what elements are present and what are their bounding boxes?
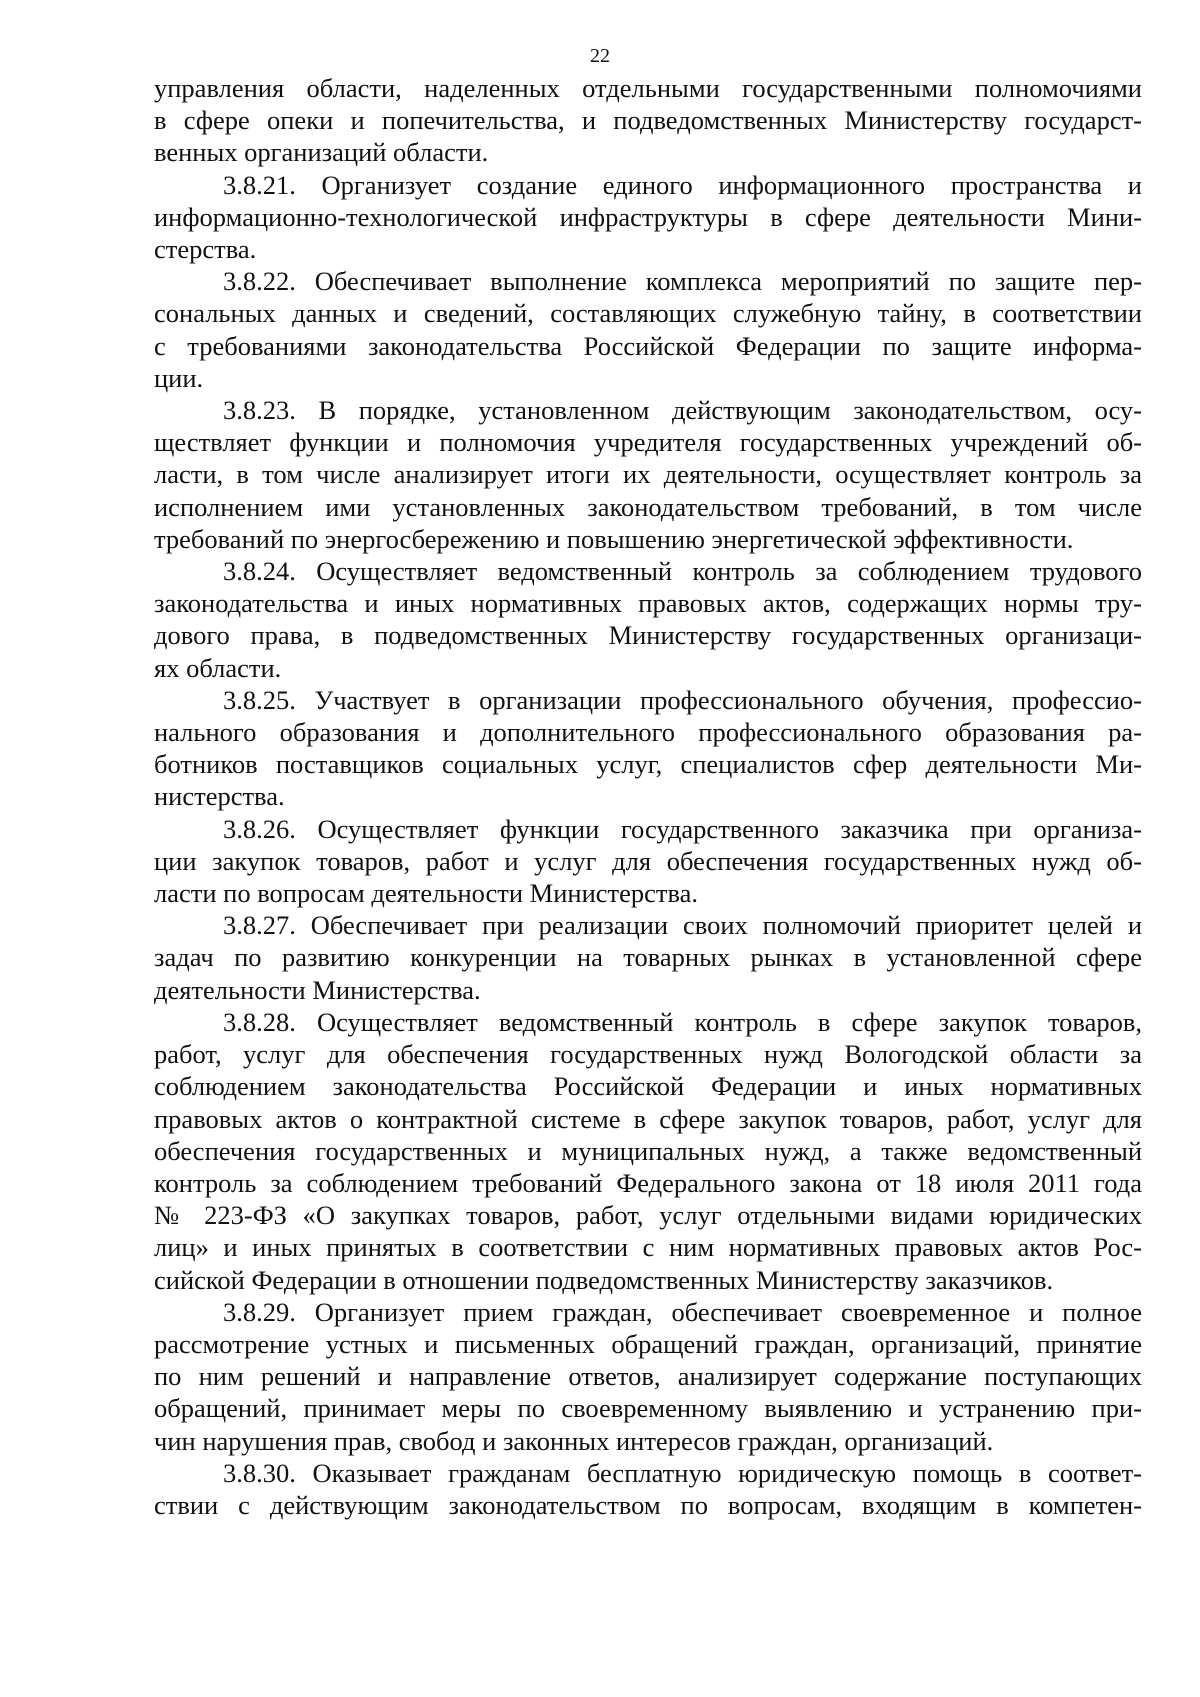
paragraph-3-8-23: [154, 394, 1142, 555]
paragraph-3-8-29: [154, 1296, 1142, 1457]
text-line: 3.8.21. Организует создание единого информационного пространства и: [223, 169, 1142, 200]
text-line: 3.8.25. Участвует в организации профессионального обучения, профессио-: [223, 684, 1142, 715]
document-body: [154, 72, 1142, 1521]
text-line: 3.8.23. В порядке, установленном действующим законодательством, осу-: [223, 395, 1142, 426]
text-line: лиц» и иных принятых в соответствии с ним нормативных правовых актов Рос-: [154, 1232, 1142, 1263]
paragraph-3-8-30: [154, 1457, 1142, 1521]
text-line: исполнением ими установленных законодательством требований, в том числе: [154, 491, 1142, 522]
paragraph-3-8-22: [154, 265, 1142, 394]
text-line: № 223-ФЗ «О закупках товаров, работ, услуг отдельными видами юридических: [154, 1200, 1142, 1231]
text-line: в сфере опеки и попечительства, и подведомственных Министерству государст-: [154, 105, 1142, 136]
text-line: сийской Федерации в отношении подведомственных Министерству заказчиков.: [154, 1264, 1054, 1295]
text-line: деятельности Министерства.: [154, 974, 481, 1005]
text-line: задач по развитию конкуренции на товарных рынках в установленной сфере: [154, 942, 1142, 973]
text-line: информационно-технологической инфраструктуры в сфере деятельности Мини-: [154, 201, 1142, 232]
text-line: ботников поставщиков социальных услуг, специалистов сфер деятельности Ми-: [154, 749, 1142, 780]
page-number: 22: [590, 45, 610, 67]
text-line: ции закупок товаров, работ и услуг для обеспечения государственных нужд об-: [154, 845, 1142, 876]
text-line: обращений, принимает меры по своевременному выявлению и устранению при-: [154, 1393, 1142, 1424]
text-line: рассмотрение устных и письменных обращений граждан, организаций, принятие: [154, 1328, 1142, 1359]
text-line: 3.8.27. Обеспечивает при реализации своих полномочий приоритет целей и: [223, 910, 1142, 941]
text-line: ласти по вопросам деятельности Министерства.: [154, 878, 699, 909]
text-line: работ, услуг для обеспечения государственных нужд Вологодской области за: [154, 1039, 1142, 1070]
text-line: стерства.: [154, 234, 257, 265]
paragraph-3-8-24: [154, 555, 1142, 684]
text-line: ласти, в том числе анализирует итоги их деятельности, осуществляет контроль за: [154, 459, 1142, 490]
text-line: 3.8.28. Осуществляет ведомственный контроль в сфере закупок товаров,: [223, 1006, 1142, 1037]
text-line: законодательства и иных нормативных правовых актов, содержащих нормы тру-: [154, 588, 1142, 619]
text-line: по ним решений и направление ответов, анализирует содержание поступающих: [154, 1361, 1142, 1392]
text-line: 3.8.22. Обеспечивает выполнение комплекса мероприятий по защите пер-: [223, 266, 1142, 297]
text-line: чин нарушения прав, свобод и законных интересов граждан, организаций.: [154, 1425, 994, 1456]
text-line: нального образования и дополнительного профессионального образования ра-: [154, 717, 1142, 748]
text-line: управления области, наделенных отдельными государственными полномочиями: [154, 73, 1142, 103]
text-line: ции.: [154, 362, 204, 393]
text-line: сональных данных и сведений, составляющих служебную тайну, в соответствии: [154, 298, 1142, 329]
text-line: 3.8.29. Организует прием граждан, обеспечивает своевременное и полное: [223, 1296, 1142, 1327]
text-line: дового права, в подведомственных Министерству государственных организаци-: [154, 620, 1142, 651]
text-line: требований по энергосбережению и повышению энергетической эффективности.: [154, 523, 1074, 554]
text-line: 3.8.26. Осуществляет функции государственного заказчика при организа-: [223, 813, 1142, 844]
paragraph-continuation: [154, 72, 1142, 169]
paragraph-3-8-21: [154, 169, 1142, 266]
text-line: контроль за соблюдением требований Федерального закона от 18 июля 2011 года: [154, 1167, 1142, 1198]
text-line: с требованиями законодательства Российской Федерации по защите информа-: [154, 330, 1142, 361]
text-line: нистерства.: [154, 781, 285, 812]
text-line: соблюдением законодательства Российской Федерации и иных нормативных: [154, 1071, 1142, 1102]
paragraph-3-8-25: [154, 684, 1142, 813]
text-line: ях области.: [154, 652, 282, 683]
text-line: ществляет функции и полномочия учредителя государственных учреждений об-: [154, 427, 1142, 458]
text-line: обеспечения государственных и муниципальных нужд, а также ведомственный: [154, 1135, 1142, 1166]
text-line: венных организаций области.: [154, 137, 489, 168]
text-line: правовых актов о контрактной системе в сфере закупок товаров, работ, услуг для: [154, 1103, 1142, 1134]
paragraph-3-8-28: [154, 1006, 1142, 1296]
paragraph-3-8-27: [154, 909, 1142, 1006]
paragraph-3-8-26: [154, 813, 1142, 910]
text-line: 3.8.24. Осуществляет ведомственный контроль за соблюдением трудового: [223, 556, 1142, 587]
text-line: ствии с действующим законодательством по вопросам, входящим в компетен-: [154, 1489, 1142, 1520]
text-line: 3.8.30. Оказывает гражданам бесплатную юридическую помощь в соответ-: [223, 1457, 1142, 1488]
